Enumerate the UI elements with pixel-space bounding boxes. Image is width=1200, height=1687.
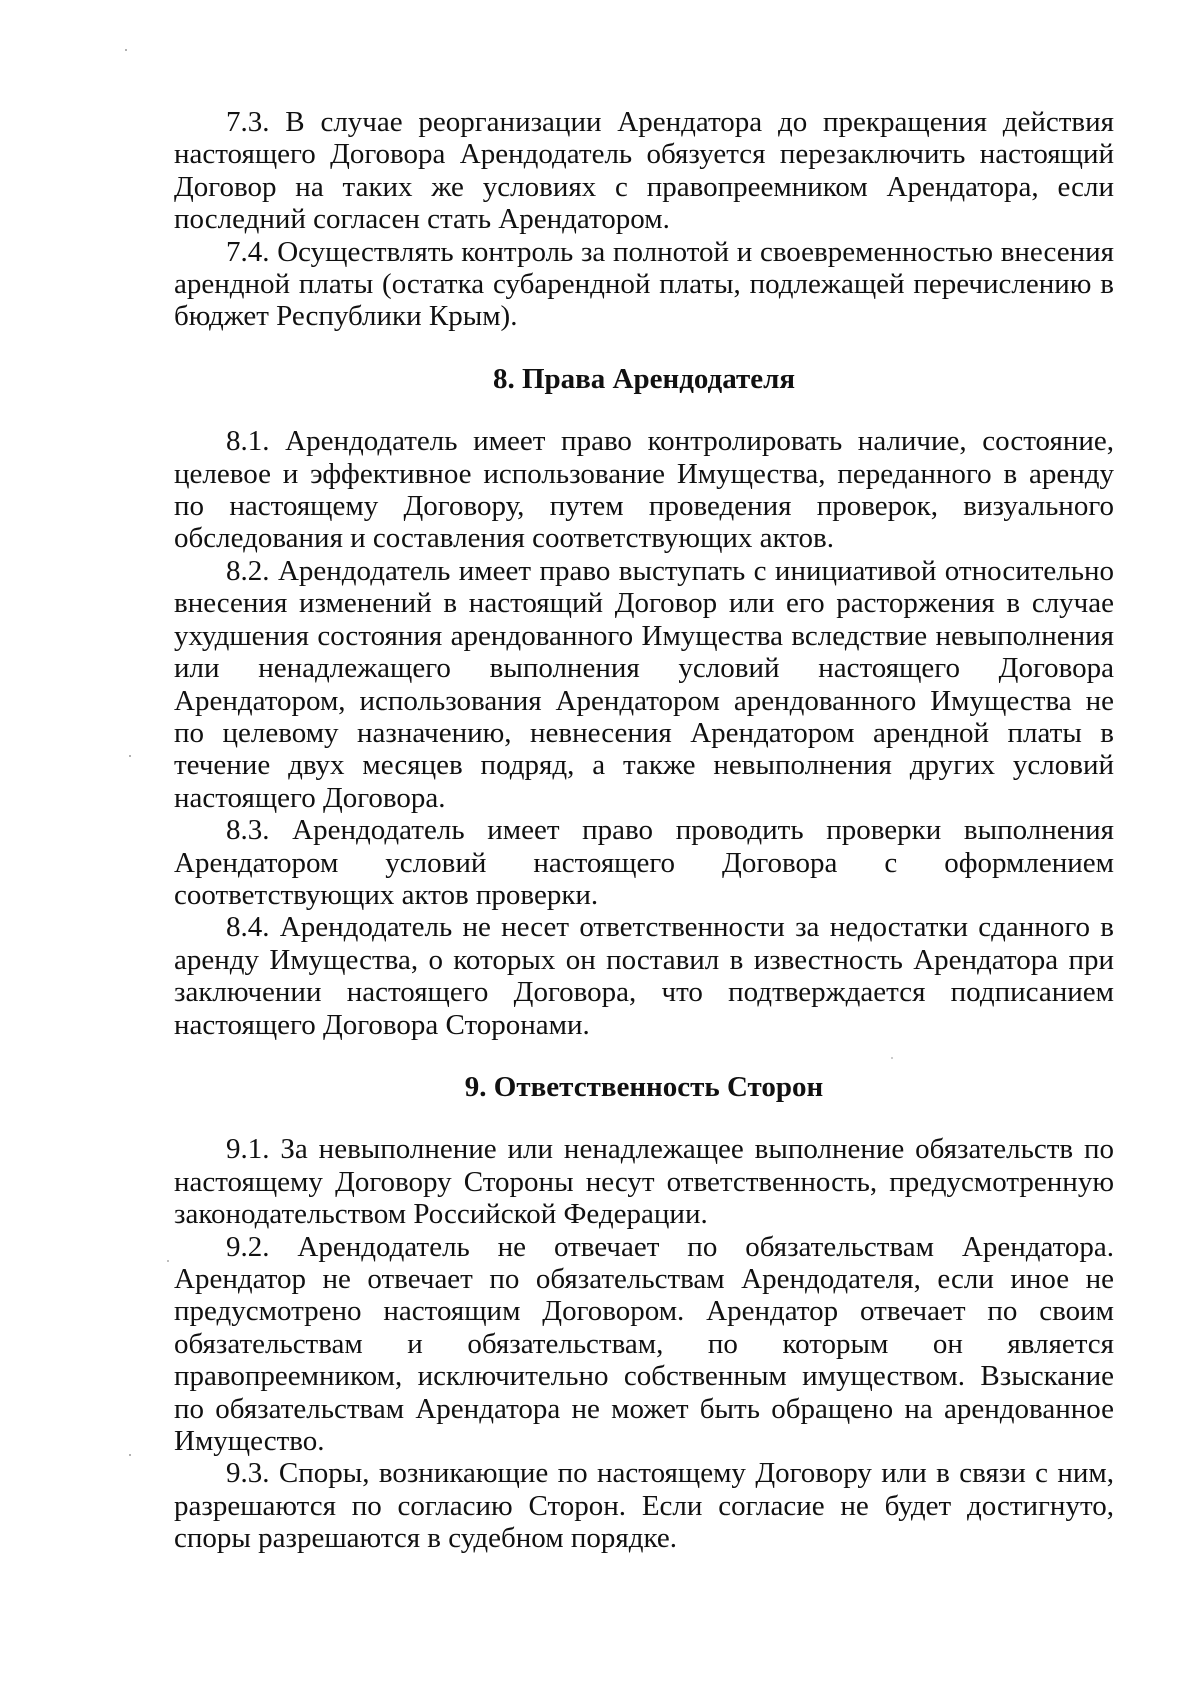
clause-7-4: 7.4. Осуществлять контроль за полнотой и своевременностью внесения арендной платы (остатка субарендной платы, подлежащей перечислению в бюджет Республики Крым). [174, 235, 1114, 333]
section-9-heading: 9. Ответственность Сторон [464, 1070, 824, 1103]
clause-8-1: 8.1. Арендодатель имеет право контролировать наличие, состояние, целевое и эффективное использование Имущества, переданного в аренду по настоящему Договору, путем проведения проверок, визуального обследования и составления соответствующих актов. [174, 425, 1114, 555]
section-7-continued [174, 106, 1114, 333]
clause-9-3: 9.3. Споры, возникающие по настоящему Договору или в связи с ним, разрешаются по согласию Сторон. Если согласие не будет достигнуто, споры разрешаются в судебном порядке. [174, 1457, 1114, 1555]
clause-7-3: 7.3. В случае реорганизации Арендатора до прекращения действия настоящего Договора Арендодатель обязуется перезаключить настоящий Договор на таких же условиях с правопреемником Арендатора, если последний согласен стать Арендатором. [174, 106, 1114, 236]
section-8 [174, 363, 1114, 1041]
clause-9-2: 9.2. Арендодатель не отвечает по обязательствам Арендатора. Арендатор не отвечает по обязательствам Арендодателя, если иное не предусмотрено настоящим Договором. Арендатор отвечает по своим обязательствам и обязательствам, по которым он является правопреемником, исключительно собственным имуществом. Взыскание по обязательствам Арендатора не может быть обращено на арендованное Имущество. [174, 1230, 1114, 1458]
clause-8-3: 8.3. Арендодатель имеет право проводить проверки выполнения Арендатором условий настоящего Договора с оформлением соответствующих актов проверки. [174, 814, 1114, 911]
clause-8-2: 8.2. Арендодатель имеет право выступать с инициативой относительно внесения изменений в настоящий Договор или его расторжения в случае ухудшения состояния арендованного Имущества вследствие невыполнения или ненадлежащего выполнения условий настоящего Договора Арендатором, использования Арендатором арендованного Имущества не по целевому назначению, невнесения Арендатором арендной платы в течение двух месяцев подряд, а также невыполнения других условий настоящего Договора. [174, 554, 1114, 814]
clause-8-4: 8.4. Арендодатель не несет ответственности за недостатки сданного в аренду Имущества, о которых он поставил в известность Арендатора при заключении настоящего Договора, что подтверждается подписанием настоящего Договора Сторонами. [174, 911, 1114, 1041]
section-9 [174, 1071, 1114, 1555]
clause-9-1: 9.1. За невыполнение или ненадлежащее выполнение обязательств по настоящему Договору Стороны несут ответственность, предусмотренную законодательством Российской Федерации. [174, 1133, 1114, 1231]
document-body [174, 106, 1114, 1555]
section-8-heading: 8. Права Арендодателя [492, 362, 796, 395]
